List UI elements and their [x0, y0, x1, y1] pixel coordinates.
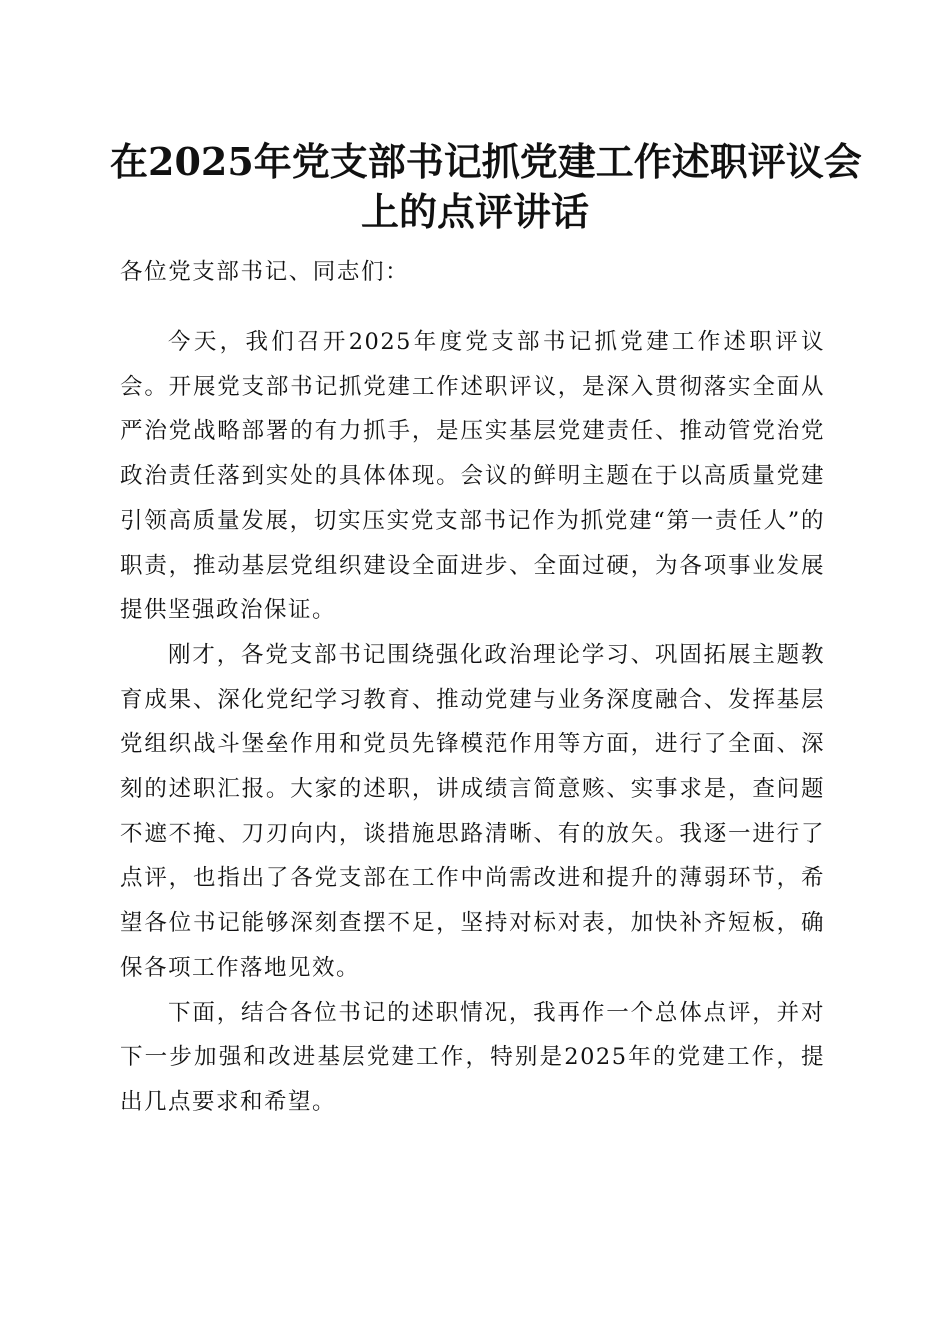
paragraph-3: 下面，结合各位书记的述职情况，我再作一个总体点评，并对下一步加强和改进基层党建工作，特别是2025年的党建工作，提出几点要求和希望。: [120, 999, 825, 1115]
document-title-line-1: 在2025年党支部书记抓党建工作述职评议会: [110, 139, 862, 184]
paragraph-2: 刚才，各党支部书记围绕强化政治理论学习、巩固拓展主题教育成果、深化党纪学习教育、推动党建与业务深度融合、发挥基层党组织战斗堡垒作用和党员先锋模范作用等方面，进行了全面、深刻的述职汇报。大家的述职，讲成绩言简意赅、实事求是，查问题不遮不掩、刀刃向内，谈措施思路清晰、有的放矢。我逐一进行了点评，也指出了各党支部在工作中尚需改进和提升的薄弱环节，希望各位书记能够深刻查摆不足，坚持对标对表，加快补齐短板，确保各项工作落地见效。: [120, 641, 825, 981]
document-body: [120, 320, 825, 1125]
salutation: 各位党支部书记、同志们：: [120, 259, 410, 285]
paragraph-1: 今天，我们召开2025年度党支部书记抓党建工作述职评议会。开展党支部书记抓党建工作述职评议，是深入贯彻落实全面从严治党战略部署的有力抓手，是压实基层党建责任、推动管党治党政治责任落到实处的具体体现。会议的鲜明主题在于以高质量党建引领高质量发展，切实压实党支部书记作为抓党建“第一责任人”的职责，推动基层党组织建设全面进步、全面过硬，为各项事业发展提供坚强政治保证。: [120, 329, 825, 624]
document-title-line-2: 上的点评讲话: [360, 189, 589, 234]
